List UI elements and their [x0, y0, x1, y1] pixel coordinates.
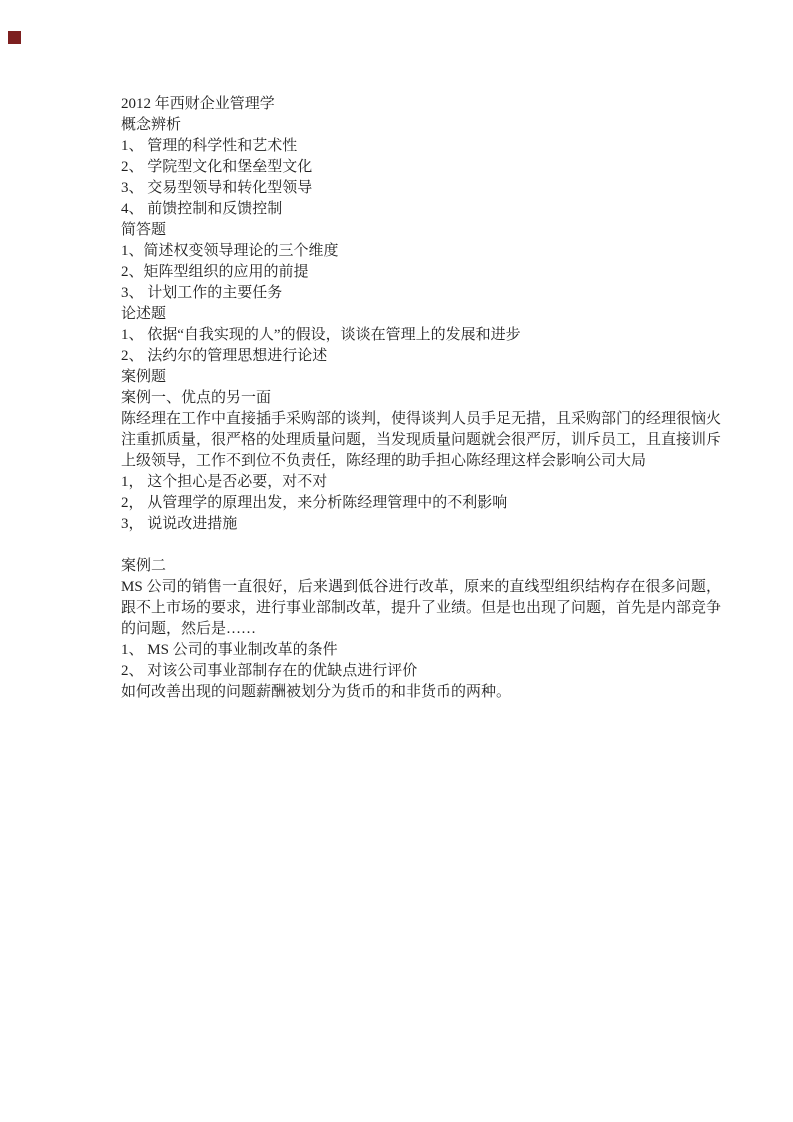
text-line: 概念辨析 [121, 117, 182, 133]
text-line: 1， 这个担心是否必要，对不对 [121, 474, 328, 490]
text-line: 跟不上市场的要求，进行事业部制改革，提升了业绩。但是也出现了问题，首先是内部竞争 [121, 600, 722, 616]
text-line: 上级领导，工作不到位不负责任，陈经理的助手担心陈经理这样会影响公司大局 [121, 453, 647, 469]
text-line: 4、 前馈控制和反馈控制 [121, 201, 283, 217]
text-line: 2、 学院型文化和堡垒型文化 [121, 159, 313, 175]
text-line: 2、 对该公司事业部制存在的优缺点进行评价 [121, 663, 418, 679]
text-line: 的问题，然后是…… [121, 621, 257, 637]
text-line: 2、 法约尔的管理思想进行论述 [121, 348, 328, 364]
text-line: 3、 交易型领导和转化型领导 [121, 180, 313, 196]
text-line: 2012 年西财企业管理学 [121, 96, 275, 112]
text-line: 1、 MS 公司的事业制改革的条件 [121, 642, 338, 658]
corner-mark [8, 31, 21, 44]
text-line: 1、简述权变领导理论的三个维度 [121, 243, 339, 259]
text-line: 陈经理在工作中直接插手采购部的谈判，使得谈判人员手足无措，且采购部门的经理很恼火 [121, 411, 722, 427]
text-line: 如何改善出现的问题薪酬被划分为货币的和非货币的两种。 [121, 684, 512, 700]
text-line: 注重抓质量，很严格的处理质量问题，当发现质量问题就会很严厉，训斥员工，且直接训斥 [121, 432, 722, 448]
text-line: 1、 管理的科学性和艺术性 [121, 138, 298, 154]
text-line: 3、 计划工作的主要任务 [121, 285, 283, 301]
exam-text-block [121, 94, 721, 703]
text-line: 3， 说说改进措施 [121, 516, 238, 532]
text-line: 案例二 [121, 558, 167, 574]
text-line: 案例题 [121, 369, 167, 385]
text-line: 1、 依据“自我实现的人”的假设，谈谈在管理上的发展和进步 [121, 327, 521, 343]
text-line [121, 535, 721, 556]
text-line: 2、矩阵型组织的应用的前提 [121, 264, 309, 280]
text-line: MS 公司的销售一直很好，后来遇到低谷进行改革，原来的直线型组织结构存在很多问题， [121, 579, 721, 595]
text-line: 2， 从管理学的原理出发，来分析陈经理管理中的不利影响 [121, 495, 508, 511]
text-line: 论述题 [121, 306, 167, 322]
text-line: 案例一、优点的另一面 [121, 390, 272, 406]
text-line: 简答题 [121, 222, 167, 238]
